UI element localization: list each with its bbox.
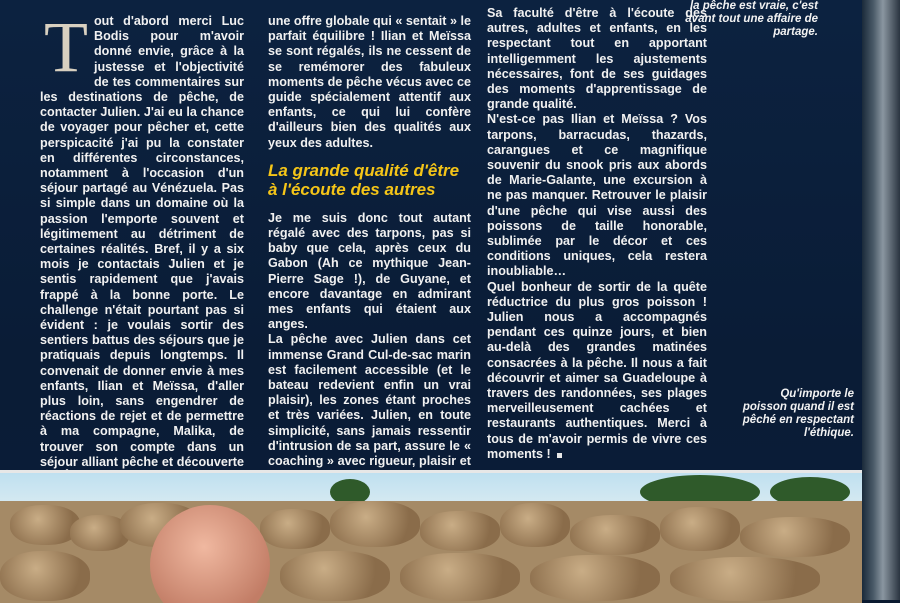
stone xyxy=(0,551,90,601)
stone xyxy=(420,511,500,551)
stone xyxy=(10,505,80,545)
magazine-binding xyxy=(862,0,900,600)
article-column-1 xyxy=(40,7,244,516)
stone xyxy=(530,555,660,601)
column-3-paragraph-3-text: Quel bonheur de sortir de la quête réductrice du plus gros poisson ! Julien nous a accompagnés pendant ces quinze jours, et bien au-delà des grandes matinées consacrées à la pêche. Il nous a fait découvrir et aimer sa Guadeloupe à travers des randonnées, ses plages merveilleusement cachées et restaurants authentiques. Merci à tous de m'avoir permis de vivre ces moments ! xyxy=(487,279,707,461)
column-3-paragraph-1: Sa faculté d'être à l'écoute des autres, adultes et enfants, en les respectant tout en apportant intelligemment les ajustements nécessaires, font de ses guidages des moments d'apprentissage de grande qualité. xyxy=(487,6,707,112)
article-column-3 xyxy=(487,6,707,462)
stone xyxy=(500,503,570,547)
end-mark-icon xyxy=(557,453,562,458)
article-column-2 xyxy=(268,14,471,484)
pull-quote-top: la pêche est vraie, c'est avant tout une affaire de partage. xyxy=(685,0,818,38)
section-subheading: La grande qualité d'être à l'écoute des autres xyxy=(268,160,460,199)
stone xyxy=(660,507,740,551)
pull-quote-bottom: Qu'importe le poisson quand il est pêché en respectant l'éthique. xyxy=(742,388,854,439)
stone xyxy=(570,515,660,555)
column-1-text: out d'abord merci Luc Bodis pour m'avoir donné envie, grâce à la justesse et l'objectivité de tes commentaires sur les destinations de pêche, de contacter Julien. J'ai eu la chance de voyager pour pêcher et, cette perspicacité j'ai pu la constater en différentes circonstances, notamment à l'occasion d'un séjour partagé au Vénézuela. Pas si simple dans un domaine où la passion l'emporte souvent et légitimement au détriment de certaines réalités. Bref, il y a six mois je contactais Julien et je sentis rapidement que j'avais frappé à la bonne porte. Le challenge n'était pourtant pas si évident : je voulais sortir des sentiers battus des séjours que je pratiquais depuis longtemps. Il convenait de donner envie à mes enfants, Ilian et Meïssa, d'aller plus loin, sans engendrer de réactions de rejet et de permettre à ma compagne, Malika, de trouver son compte dans un séjour alliant pêche et découverte xyxy=(40,14,244,469)
stone xyxy=(400,553,520,601)
column-2-paragraph-2: La pêche avec Julien dans cet immense Grand Cul-de-sac marin est facilement accessible (et le bateau redevient enfin un vrai plaisir), les zones étant proches et très variées. Julien, en toute simplicité, sans jamais ressentir d'intrusion de sa part, assure le « coaching » avec rigueur, plaisir et xyxy=(268,332,471,469)
column-2-paragraph-1: Je me suis donc tout autant régalé avec des tarpons, pas si baby que cela, après ceux du Gabon (Ah ce mythique Jean-Pierre Sage !), de Guyane, et encore davantage en admirant mes enfants qui étaient aux anges. xyxy=(268,210,471,332)
column-3-paragraph-3 xyxy=(487,280,707,462)
stone xyxy=(670,557,820,601)
stone xyxy=(260,509,330,549)
stone-wall xyxy=(0,501,862,603)
drop-cap: T xyxy=(44,7,88,87)
column-3-paragraph-2: N'est-ce pas Ilian et Meïssa ? Vos tarpons, barracudas, thazards, carangues et ce magnifique souvenir du snook pris aux abords de Marie-Galante, une excursion à ne pas manquer. Retrouver le plaisir d'une pêche qui vise aussi des poissons de taille honorable, sublimée par le décor et ces conditions uniques, cela restera inoubliable… xyxy=(487,112,707,279)
article-photo xyxy=(0,470,862,603)
stone xyxy=(280,551,390,601)
stone xyxy=(330,501,420,547)
column-2-intro: une offre globale qui « sentait » le parfait équilibre ! Ilian et Meïssa se sont régalés, ils ne cessent de se remémorer des fabuleux moments de pêche vécus avec ce guide spécialement attentif aux enfants, ce qui lui confère d'ailleurs bien des qualités aux yeux des adultes. xyxy=(268,14,471,150)
stone xyxy=(740,517,850,557)
